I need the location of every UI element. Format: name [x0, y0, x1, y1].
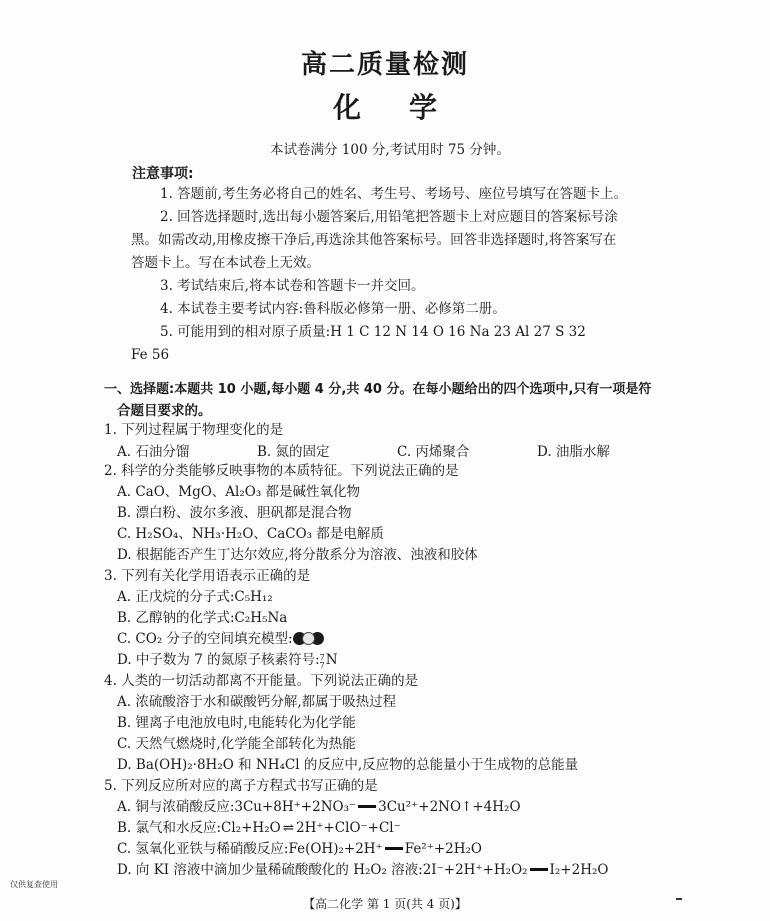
exam-intro: 本试卷满分 100 分,考试用时 75 分钟。	[270, 142, 510, 158]
equation-right: Fe²⁺+2H₂O	[404, 841, 482, 857]
notice-item: 4. 本试卷主要考试内容:鲁科版必修第一册、必修第二册。	[160, 301, 506, 317]
q3-option-d-text: D. 中子数为 7 的氮原子核素符号:	[117, 652, 320, 668]
co2-space-filling-model	[293, 631, 324, 647]
q5-option-b	[117, 818, 401, 838]
reversible-arrow-icon: ⇌	[282, 820, 294, 836]
q1-option-c: C. 丙烯聚合	[397, 444, 470, 460]
question-1-stem: 1. 下列过程属于物理变化的是	[104, 422, 284, 438]
equals-sign	[530, 868, 548, 871]
q3-option-c-text: C. CO₂ 分子的空间填充模型:	[117, 631, 293, 647]
notice-heading: 注意事项:	[132, 166, 194, 182]
section-heading-cont: 合题目要求的。	[117, 403, 212, 419]
equation-right: I₂+2H₂O	[549, 862, 609, 878]
q5-option-c	[117, 839, 482, 859]
equation-left: D. 向 KI 溶液中滴加少量稀硫酸酸化的 H₂O₂ 溶液:2I⁻+2H⁺+H₂O₂	[117, 862, 528, 878]
question-3-stem: 3. 下列有关化学用语表示正确的是	[104, 568, 311, 584]
q2-option-b: B. 漂白粉、波尔多液、胆矾都是混合物	[117, 505, 352, 521]
notice-item: 黑。如需改动,用橡皮擦干净后,再选涂其他答案标号。回答非选择题时,将答案写在	[131, 232, 617, 248]
notice-item: 答题卡上。写在本试卷上无效。	[131, 255, 320, 271]
equals-sign	[385, 847, 403, 850]
q1-option-d: D. 油脂水解	[537, 444, 610, 460]
exam-title: 高二质量检测	[300, 50, 469, 80]
q3-option-a: A. 正戊烷的分子式:C₅H₁₂	[117, 589, 273, 605]
q4-option-c: C. 天然气燃烧时,化学能全部转化为热能	[117, 736, 356, 752]
mass-number: 7	[319, 653, 325, 662]
nuclide-numbers	[320, 654, 325, 670]
equation-left: C. 氢氧化亚铁与稀硝酸反应:Fe(OH)₂+2H⁺	[117, 841, 383, 857]
equation-right: 2H⁺+ClO⁻+Cl⁻	[296, 820, 401, 836]
q3-option-c	[117, 629, 324, 649]
equation-left: B. 氯气和水反应:Cl₂+H₂O	[117, 820, 281, 836]
equals-sign	[358, 805, 376, 808]
side-note: 仅供复查使用	[10, 880, 58, 889]
q4-option-d: D. Ba(OH)₂·8H₂O 和 NH₄Cl 的反应中,反应物的总能量小于生成物的总能量	[117, 757, 579, 773]
notice-item: 5. 可能用到的相对原子质量:H 1 C 12 N 14 O 16 Na 23 Al 27 S 32	[160, 324, 586, 340]
question-2-stem: 2. 科学的分类能够反映事物的本质特征。下列说法正确的是	[104, 463, 459, 479]
q5-option-d	[117, 860, 608, 880]
q4-option-a: A. 浓硫酸溶于水和碳酸钙分解,都属于吸热过程	[117, 694, 397, 710]
question-5-stem: 5. 下列反应所对应的离子方程式书写正确的是	[104, 778, 378, 794]
q2-option-c: C. H₂SO₄、NH₃·H₂O、CaCO₃ 都是电解质	[117, 526, 384, 542]
notice-item: 3. 考试结束后,将本试卷和答题卡一并交回。	[160, 278, 425, 294]
section-heading: 一、选择题:本题共 10 小题,每小题 4 分,共 40 分。在每小题给出的四个选项中,只有一项是符	[104, 382, 652, 397]
subject-char-1: 化	[332, 91, 361, 124]
question-4-stem: 4. 人类的一切活动都离不开能量。下列说法正确的是	[104, 673, 419, 689]
equation-right: 3Cu²⁺+2NO↑+4H₂O	[378, 799, 521, 815]
q3-option-b: B. 乙醇钠的化学式:C₂H₅Na	[117, 610, 288, 626]
q1-option-b: B. 氮的固定	[257, 444, 330, 460]
notice-item: 1. 答题前,考生务必将自己的姓名、考生号、考场号、座位号填写在答题卡上。	[160, 186, 627, 202]
q2-option-d: D. 根据能否产生丁达尔效应,将分散系分为溶液、浊液和胶体	[117, 547, 478, 563]
q4-option-b: B. 锂离子电池放电时,电能转化为化学能	[117, 715, 356, 731]
subject-char-2: 学	[409, 91, 438, 124]
page-mark	[676, 898, 682, 900]
carbon-atom-ball	[302, 632, 315, 645]
equation-left: A. 铜与浓硝酸反应:3Cu+8H⁺+2NO₃⁻	[117, 799, 357, 815]
q1-option-a: A. 石油分馏	[117, 444, 190, 460]
page-footer: 【高二化学 第 1 页(共 4 页)】	[303, 897, 467, 911]
subject-title	[0, 86, 770, 126]
q2-option-a: A. CaO、MgO、Al₂O₃ 都是碱性氧化物	[117, 484, 361, 500]
element-symbol: N	[325, 652, 338, 668]
q5-option-a	[117, 797, 521, 817]
notice-item: Fe 56	[131, 347, 170, 363]
atomic-number: 7	[319, 661, 325, 670]
q3-option-d	[117, 650, 338, 670]
notice-item: 2. 回答选择题时,选出每小题答案后,用铅笔把答题卡上对应题目的答案标号涂	[160, 209, 618, 225]
